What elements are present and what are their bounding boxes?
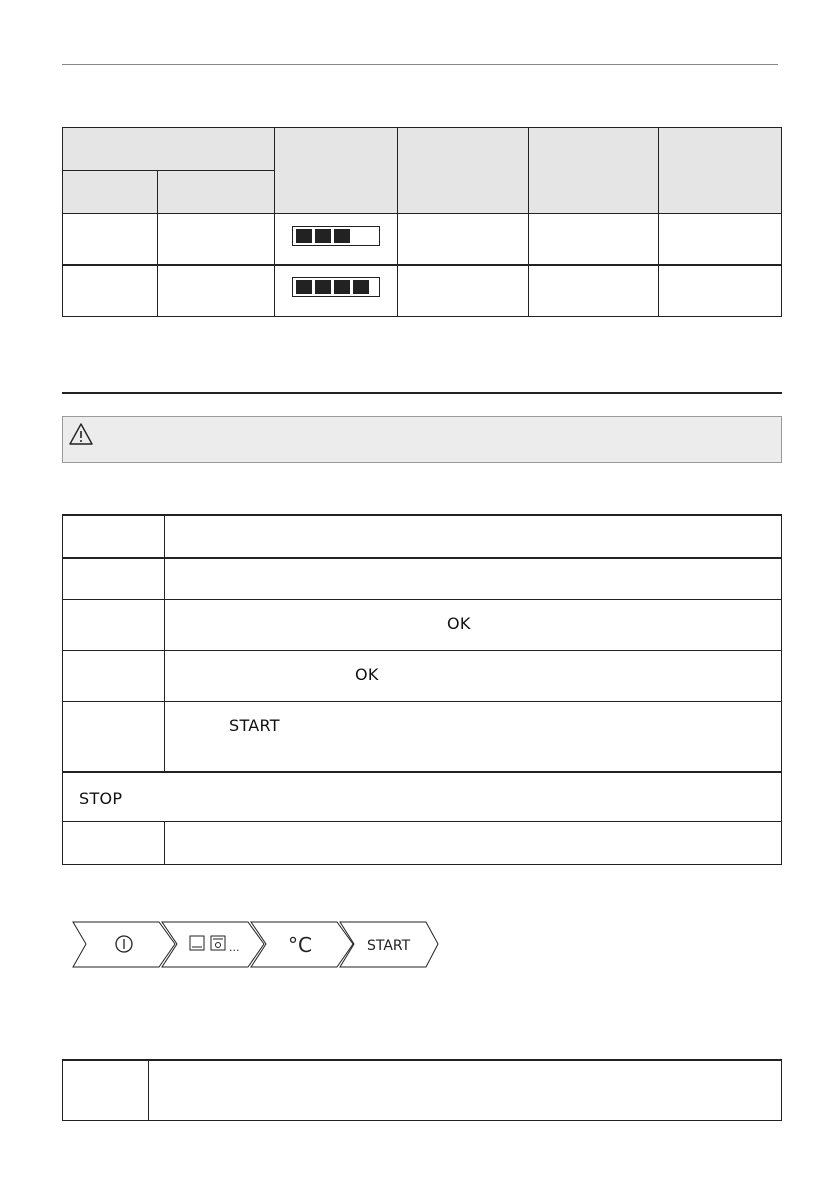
level-cell-row1	[274, 213, 398, 266]
table-cell	[658, 213, 782, 266]
step-cell	[63, 822, 165, 864]
warning-box	[62, 416, 782, 463]
ok-label: OK	[447, 614, 471, 633]
celsius-label: °C	[288, 933, 312, 957]
power-step	[73, 922, 175, 967]
header-rule	[62, 64, 778, 65]
table-row	[62, 821, 782, 865]
ok-label: OK	[355, 665, 379, 684]
level-table	[62, 127, 782, 317]
table-row	[62, 701, 782, 772]
step-cell	[63, 600, 165, 650]
table-cell	[528, 213, 659, 266]
level-segment	[334, 229, 350, 243]
step-cell	[63, 559, 165, 599]
level-segment	[296, 229, 312, 243]
step-cell	[63, 651, 165, 701]
level-segment	[315, 280, 331, 294]
level-cell-row2	[274, 264, 398, 317]
header-level-cell	[274, 127, 398, 214]
function-step	[162, 922, 264, 967]
start-step	[340, 922, 438, 967]
step-sequence	[72, 920, 442, 974]
level-segment	[353, 280, 369, 294]
level-indicator	[292, 226, 380, 246]
table-cell	[62, 213, 158, 266]
table-cell	[397, 213, 529, 266]
section-rule	[62, 392, 782, 394]
table-cell	[528, 264, 659, 317]
level-segment	[334, 280, 350, 294]
table-cell	[62, 264, 158, 317]
header-cell-5	[528, 127, 659, 214]
header-cell-6	[658, 127, 782, 214]
step-cell	[63, 702, 165, 771]
stop-label: STOP	[79, 789, 123, 808]
step-cell	[63, 516, 165, 557]
level-indicator	[292, 277, 380, 297]
header-group-cell	[62, 127, 275, 171]
table-header-row	[62, 514, 782, 558]
more-text: ...	[229, 941, 240, 954]
table-row	[62, 650, 782, 702]
table-cell	[658, 264, 782, 317]
level-segment	[315, 229, 331, 243]
info-box-divider	[148, 1061, 149, 1120]
level-segment	[296, 280, 312, 294]
info-box	[62, 1059, 782, 1121]
table-row	[62, 771, 782, 822]
start-label: START	[229, 716, 280, 735]
table-cell	[157, 213, 275, 266]
start-step-label: START	[367, 938, 411, 954]
header-cell-4	[397, 127, 529, 214]
table-cell	[157, 264, 275, 317]
steps-table	[62, 514, 782, 865]
header-subcell-1	[62, 170, 158, 214]
table-row	[62, 557, 782, 600]
header-subcell-2	[157, 170, 275, 214]
table-cell	[397, 264, 529, 317]
table-row	[62, 599, 782, 651]
temperature-step	[251, 922, 353, 967]
warning-icon	[68, 422, 94, 446]
